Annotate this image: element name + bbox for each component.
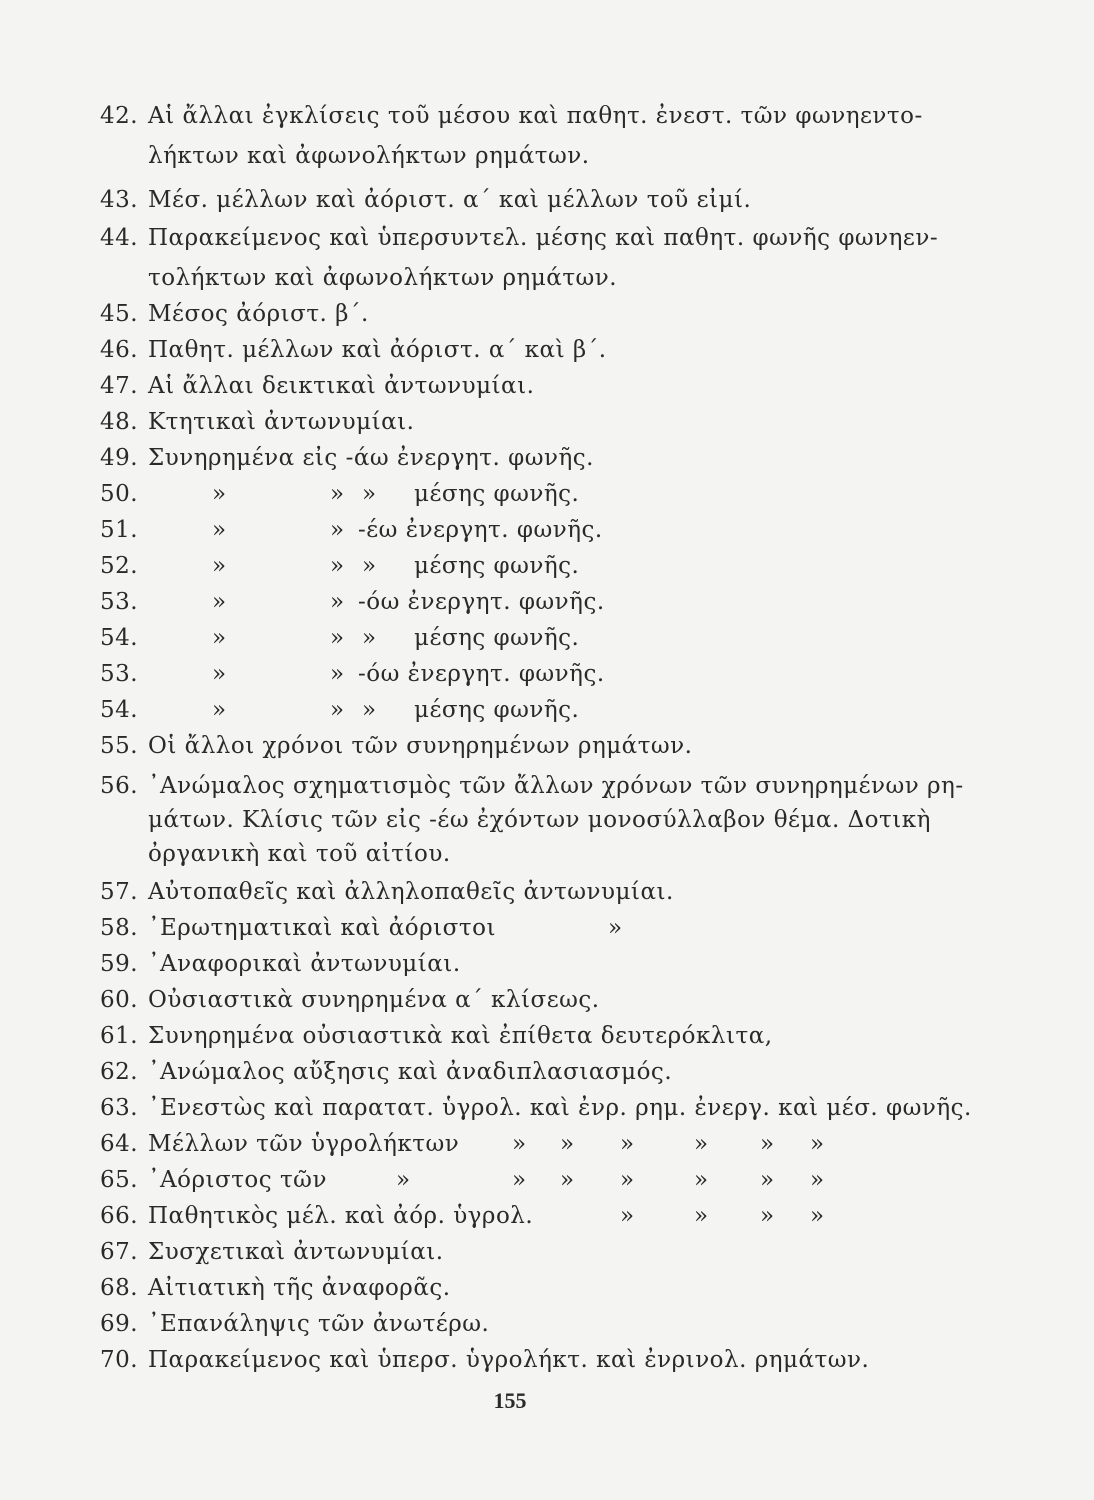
- item-text: ᾿Αναφορικαὶ ἀντωνυμίαι.: [148, 951, 461, 977]
- ditto-mark: »: [810, 1167, 825, 1193]
- item-text: -όω ἐνεργητ. φωνῆς.: [358, 661, 605, 687]
- item-number: 69.: [100, 1311, 139, 1337]
- item-text: Παθητικὸς μέλ. καὶ ἀόρ. ὑγρολ.: [148, 1203, 534, 1229]
- page-number: 155: [493, 1388, 527, 1413]
- item-text: μέσης φωνῆς.: [414, 697, 580, 723]
- item-text: Κτητικαὶ ἀντωνυμίαι.: [148, 409, 415, 435]
- item-number: 43.: [100, 187, 139, 213]
- ditto-mark: »: [330, 589, 345, 615]
- item-text: μέσης φωνῆς.: [414, 553, 580, 579]
- ditto-mark: »: [362, 553, 377, 579]
- item-text: ᾿Επανάληψις τῶν ἀνωτέρω.: [148, 1311, 490, 1337]
- item-number: 56.: [100, 773, 139, 799]
- item-text: μέσης φωνῆς.: [414, 481, 580, 507]
- ditto-mark: »: [330, 661, 345, 687]
- ditto-mark: »: [620, 1131, 635, 1157]
- item-number: 45.: [100, 301, 139, 327]
- item-number: 63.: [100, 1095, 139, 1121]
- item-text: Παρακείμενος καὶ ὑπερσυντελ. μέσης καὶ παθητ. φωνῆς φωνηεν-: [148, 225, 939, 251]
- item-text-continuation: λήκτων καὶ ἀφωνολήκτων ρημάτων.: [148, 143, 590, 169]
- item-text-continuation: τολήκτων καὶ ἀφωνολήκτων ρημάτων.: [148, 265, 618, 291]
- item-number: 54.: [100, 697, 139, 723]
- item-number: 44.: [100, 225, 139, 251]
- item-number: 54.: [100, 625, 139, 651]
- item-number: 65.: [100, 1167, 139, 1193]
- ditto-mark: »: [760, 1203, 775, 1229]
- ditto-mark: »: [330, 625, 345, 651]
- item-text: Συσχετικαὶ ἀντωνυμίαι.: [148, 1239, 444, 1265]
- item-text: Αἱ ἄλλαι ἐγκλίσεις τοῦ μέσου καὶ παθητ. ἐνεστ. τῶν φωνηεντο-: [148, 103, 923, 129]
- item-text: -έω ἐνεργητ. φωνῆς.: [358, 517, 603, 543]
- item-text: Μέσ. μέλλων καὶ ἀόριστ. α΄ καὶ μέλλων τοῦ εἰμί.: [148, 187, 752, 213]
- item-number: 55.: [100, 733, 139, 759]
- item-text: Αὐτοπαθεῖς καὶ ἀλληλοπαθεῖς ἀντωνυμίαι.: [148, 879, 674, 905]
- ditto-mark: »: [620, 1167, 635, 1193]
- ditto-mark: »: [810, 1131, 825, 1157]
- ditto-mark: »: [330, 553, 345, 579]
- item-number: 64.: [100, 1131, 139, 1157]
- item-number: 50.: [100, 481, 139, 507]
- ditto-mark: »: [212, 589, 227, 615]
- item-text: ᾿Ανώμαλος σχηματισμὸς τῶν ἄλλων χρόνων τῶν συνηρημένων ρη-: [148, 773, 964, 799]
- item-text: μέσης φωνῆς.: [414, 625, 580, 651]
- item-text: ᾿Ανώμαλος αὔξησις καὶ ἀναδιπλασιασμός.: [148, 1059, 673, 1085]
- item-number: 42.: [100, 103, 139, 129]
- ditto-mark: »: [362, 625, 377, 651]
- item-text: -όω ἐνεργητ. φωνῆς.: [358, 589, 605, 615]
- item-number: 66.: [100, 1203, 139, 1229]
- item-number: 59.: [100, 951, 139, 977]
- ditto-mark: »: [560, 1131, 575, 1157]
- item-number: 61.: [100, 1023, 139, 1049]
- ditto-mark: »: [212, 661, 227, 687]
- item-text: ᾿Ενεστὼς καὶ παρατατ. ὑγρολ. καὶ ἐνρ. ρημ. ἐνεργ. καὶ μέσ. φωνῆς.: [148, 1095, 972, 1121]
- ditto-mark: »: [694, 1203, 709, 1229]
- item-number: 46.: [100, 337, 139, 363]
- item-number: 52.: [100, 553, 139, 579]
- ditto-mark: »: [760, 1167, 775, 1193]
- item-number: 70.: [100, 1347, 139, 1373]
- item-text: Συνηρημένα οὐσιαστικὰ καὶ ἐπίθετα δευτερόκλιτα,: [148, 1023, 773, 1049]
- item-text: Παθητ. μέλλων καὶ ἀόριστ. α΄ καὶ β΄.: [148, 337, 607, 363]
- ditto-mark: »: [330, 697, 345, 723]
- item-text: ᾿Ερωτηματικαὶ καὶ ἀόριστοι: [148, 915, 496, 941]
- item-text: Μέσος ἀόριστ. β΄.: [148, 301, 369, 327]
- item-number: 58.: [100, 915, 139, 941]
- item-text: Οἱ ἄλλοι χρόνοι τῶν συνηρημένων ρημάτων.: [148, 733, 693, 759]
- ditto-mark: »: [330, 517, 345, 543]
- ditto-mark: »: [212, 481, 227, 507]
- item-number: 51.: [100, 517, 139, 543]
- item-text: ᾿Αόριστος τῶν: [148, 1167, 327, 1193]
- ditto-mark: »: [396, 1167, 411, 1193]
- ditto-mark: »: [560, 1167, 575, 1193]
- item-number: 49.: [100, 445, 139, 471]
- item-number: 53.: [100, 589, 139, 615]
- item-number: 48.: [100, 409, 139, 435]
- item-number: 67.: [100, 1239, 139, 1265]
- item-text: Μέλλων τῶν ὑγρολήκτων: [148, 1131, 460, 1157]
- ditto-mark: »: [810, 1203, 825, 1229]
- item-text: Αἰτιατικὴ τῆς ἀναφορᾶς.: [148, 1275, 451, 1301]
- item-number: 53.: [100, 661, 139, 687]
- item-text: Αἱ ἄλλαι δεικτικαὶ ἀντωνυμίαι.: [148, 373, 535, 399]
- ditto-mark: »: [512, 1167, 527, 1193]
- ditto-mark: »: [362, 697, 377, 723]
- item-text: Συνηρημένα εἰς -άω ἐνεργητ. φωνῆς.: [148, 445, 594, 471]
- ditto-mark: »: [694, 1167, 709, 1193]
- ditto-mark: »: [362, 481, 377, 507]
- ditto-mark: »: [620, 1203, 635, 1229]
- item-text: Παρακείμενος καὶ ὑπερσ. ὑγρολήκτ. καὶ ἐνρινολ. ρημάτων.: [148, 1347, 870, 1373]
- ditto-mark: »: [212, 697, 227, 723]
- ditto-mark: »: [330, 481, 345, 507]
- item-number: 60.: [100, 987, 139, 1013]
- ditto-mark: »: [512, 1131, 527, 1157]
- item-number: 47.: [100, 373, 139, 399]
- item-number: 68.: [100, 1275, 139, 1301]
- ditto-mark: »: [760, 1131, 775, 1157]
- item-number: 62.: [100, 1059, 139, 1085]
- ditto-mark: »: [608, 915, 623, 941]
- ditto-mark: »: [212, 517, 227, 543]
- ditto-mark: »: [212, 553, 227, 579]
- item-text-continuation: μάτων. Κλίσις τῶν εἰς -έω ἐχόντων μονοσύλλαβον θέμα. Δοτικὴ: [148, 807, 931, 833]
- ditto-mark: »: [212, 625, 227, 651]
- ditto-mark: »: [694, 1131, 709, 1157]
- item-number: 57.: [100, 879, 139, 905]
- item-text-continuation: ὀργανικὴ καὶ τοῦ αἰτίου.: [148, 841, 451, 867]
- item-text: Οὐσιαστικὰ συνηρημένα α΄ κλίσεως.: [148, 987, 600, 1013]
